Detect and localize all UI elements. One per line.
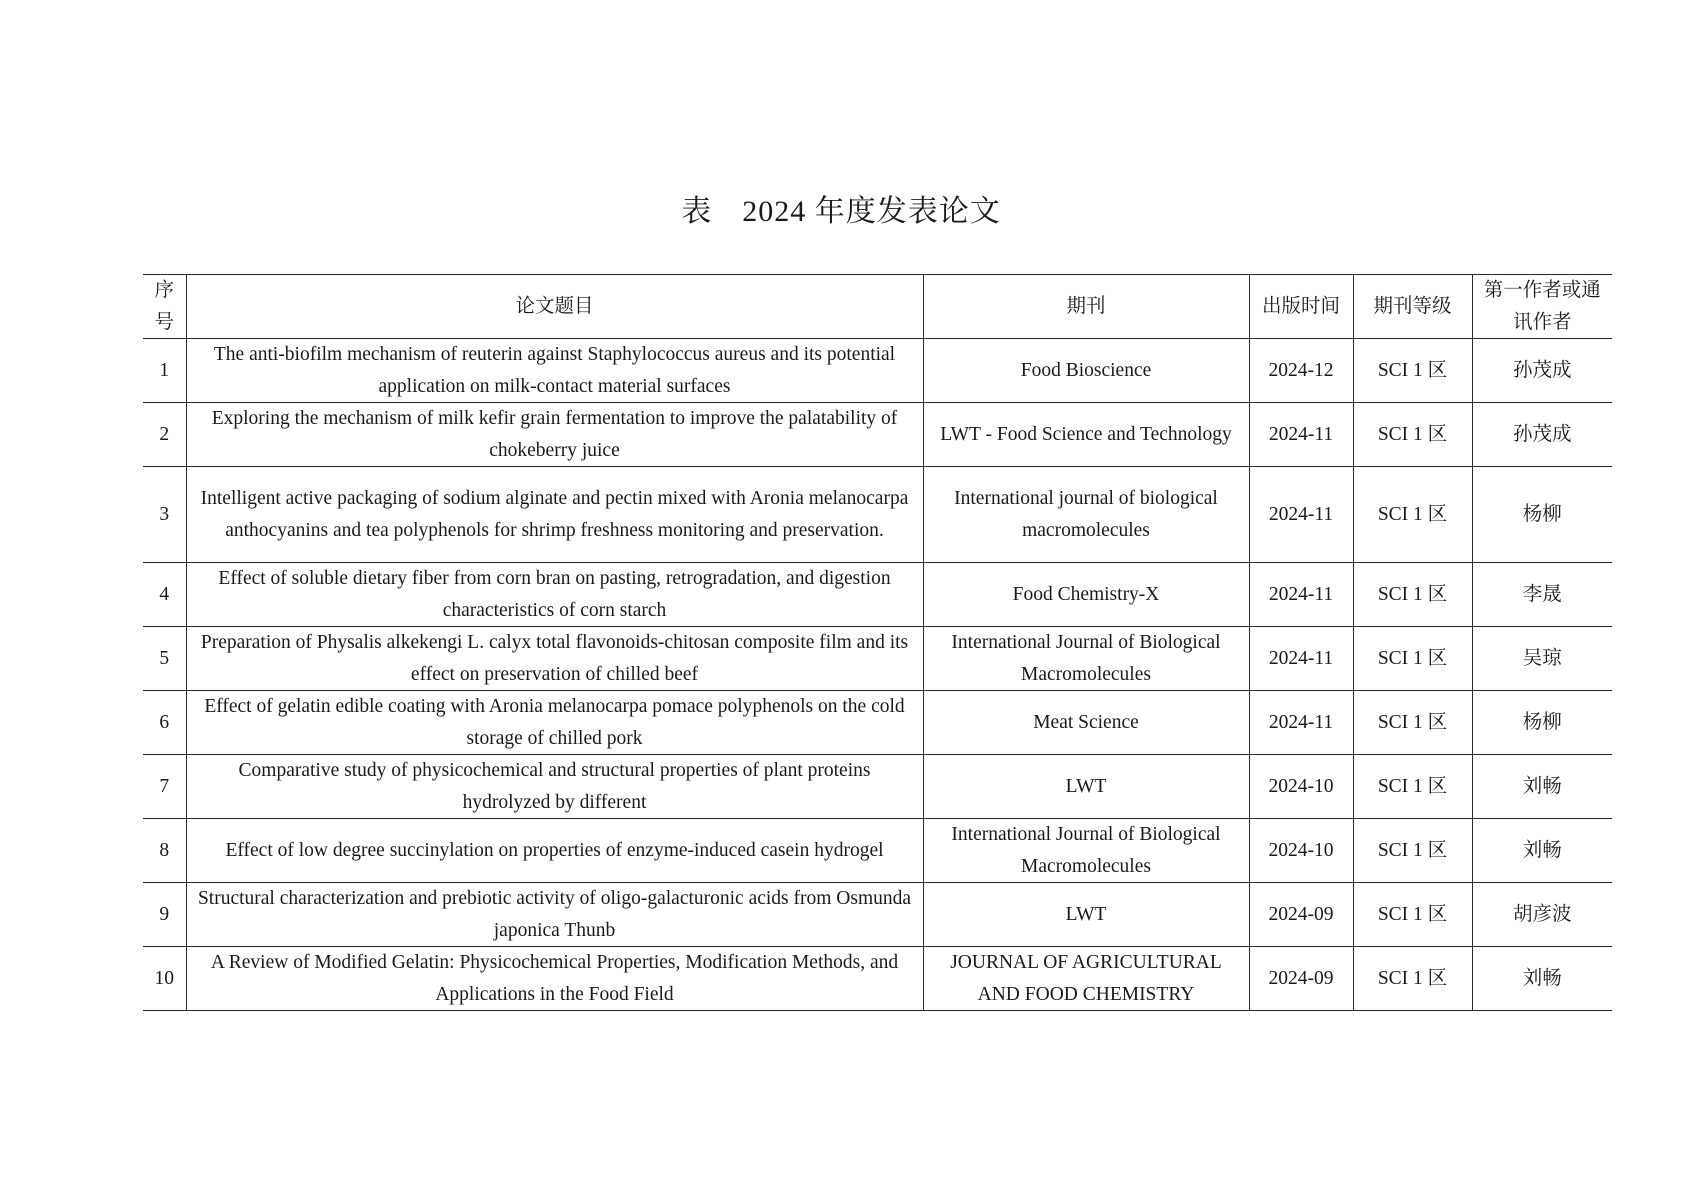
header-title: 论文题目 bbox=[186, 275, 923, 339]
table-row bbox=[143, 467, 1612, 563]
cell-author: 杨柳 bbox=[1472, 691, 1612, 755]
cell-level: SCI 1 区 bbox=[1353, 755, 1472, 819]
cell-no: 4 bbox=[143, 563, 186, 627]
cell-no: 5 bbox=[143, 627, 186, 691]
page-title bbox=[0, 192, 1682, 232]
header-author: 第一作者或通讯作者 bbox=[1472, 275, 1612, 339]
cell-journal: Meat Science bbox=[923, 691, 1249, 755]
cell-no: 8 bbox=[143, 819, 186, 883]
cell-author: 孙茂成 bbox=[1472, 403, 1612, 467]
cell-date: 2024-11 bbox=[1249, 563, 1353, 627]
header-date: 出版时间 bbox=[1249, 275, 1353, 339]
cell-no: 7 bbox=[143, 755, 186, 819]
cell-no: 10 bbox=[143, 947, 186, 1011]
cell-title: Structural characterization and prebiotic activity of oligo-galacturonic acids from Osmunda japonica Thunb bbox=[186, 883, 923, 947]
cell-journal: LWT - Food Science and Technology bbox=[923, 403, 1249, 467]
cell-level: SCI 1 区 bbox=[1353, 403, 1472, 467]
cell-journal: LWT bbox=[923, 755, 1249, 819]
cell-level: SCI 1 区 bbox=[1353, 627, 1472, 691]
cell-date: 2024-09 bbox=[1249, 947, 1353, 1011]
table-header-row bbox=[143, 275, 1612, 339]
cell-date: 2024-11 bbox=[1249, 403, 1353, 467]
cell-title: Comparative study of physicochemical and structural properties of plant proteins hydrolyzed by different bbox=[186, 755, 923, 819]
cell-title: Effect of soluble dietary fiber from corn bran on pasting, retrogradation, and digestion characteristics of corn starch bbox=[186, 563, 923, 627]
header-journal: 期刊 bbox=[923, 275, 1249, 339]
cell-date: 2024-11 bbox=[1249, 467, 1353, 563]
cell-no: 6 bbox=[143, 691, 186, 755]
cell-title: Preparation of Physalis alkekengi L. calyx total flavonoids-chitosan composite film and its effect on preservation of chilled beef bbox=[186, 627, 923, 691]
cell-author: 杨柳 bbox=[1472, 467, 1612, 563]
cell-journal: International Journal of Biological Macromolecules bbox=[923, 627, 1249, 691]
cell-author: 胡彦波 bbox=[1472, 883, 1612, 947]
table-row bbox=[143, 691, 1612, 755]
cell-author: 刘畅 bbox=[1472, 819, 1612, 883]
cell-no: 2 bbox=[143, 403, 186, 467]
header-no: 序号 bbox=[143, 275, 186, 339]
cell-author: 刘畅 bbox=[1472, 947, 1612, 1011]
cell-author: 李晟 bbox=[1472, 563, 1612, 627]
cell-date: 2024-09 bbox=[1249, 883, 1353, 947]
cell-no: 1 bbox=[143, 339, 186, 403]
table-row bbox=[143, 755, 1612, 819]
cell-level: SCI 1 区 bbox=[1353, 563, 1472, 627]
cell-no: 3 bbox=[143, 467, 186, 563]
cell-title: Intelligent active packaging of sodium alginate and pectin mixed with Aronia melanocarpa anthocyanins and tea polyphenols for shrimp freshness monitoring and preservation. bbox=[186, 467, 923, 563]
cell-journal: International Journal of Biological Macromolecules bbox=[923, 819, 1249, 883]
cell-level: SCI 1 区 bbox=[1353, 339, 1472, 403]
cell-journal: Food Chemistry-X bbox=[923, 563, 1249, 627]
table-row bbox=[143, 883, 1612, 947]
cell-title: The anti-biofilm mechanism of reuterin against Staphylococcus aureus and its potential application on milk-contact material surfaces bbox=[186, 339, 923, 403]
header-level: 期刊等级 bbox=[1353, 275, 1472, 339]
cell-date: 2024-12 bbox=[1249, 339, 1353, 403]
table-row bbox=[143, 819, 1612, 883]
publications-table bbox=[143, 274, 1612, 1011]
cell-level: SCI 1 区 bbox=[1353, 467, 1472, 563]
cell-journal: LWT bbox=[923, 883, 1249, 947]
cell-journal: JOURNAL OF AGRICULTURAL AND FOOD CHEMISTRY bbox=[923, 947, 1249, 1011]
cell-date: 2024-11 bbox=[1249, 691, 1353, 755]
cell-title: Effect of gelatin edible coating with Aronia melanocarpa pomace polyphenols on the cold storage of chilled pork bbox=[186, 691, 923, 755]
cell-author: 吴琼 bbox=[1472, 627, 1612, 691]
cell-level: SCI 1 区 bbox=[1353, 883, 1472, 947]
table-row bbox=[143, 339, 1612, 403]
cell-author: 刘畅 bbox=[1472, 755, 1612, 819]
table-row bbox=[143, 627, 1612, 691]
cell-date: 2024-10 bbox=[1249, 755, 1353, 819]
cell-date: 2024-11 bbox=[1249, 627, 1353, 691]
cell-journal: International journal of biological macromolecules bbox=[923, 467, 1249, 563]
title-prefix: 表 bbox=[681, 195, 713, 228]
table-row bbox=[143, 563, 1612, 627]
title-text: 2024 年度发表论文 bbox=[742, 195, 1001, 228]
cell-author: 孙茂成 bbox=[1472, 339, 1612, 403]
cell-level: SCI 1 区 bbox=[1353, 819, 1472, 883]
cell-date: 2024-10 bbox=[1249, 819, 1353, 883]
cell-title: Effect of low degree succinylation on properties of enzyme-induced casein hydrogel bbox=[186, 819, 923, 883]
cell-title: A Review of Modified Gelatin: Physicochemical Properties, Modification Methods, and Applications in the Food Field bbox=[186, 947, 923, 1011]
table-row bbox=[143, 403, 1612, 467]
cell-journal: Food Bioscience bbox=[923, 339, 1249, 403]
cell-level: SCI 1 区 bbox=[1353, 947, 1472, 1011]
cell-level: SCI 1 区 bbox=[1353, 691, 1472, 755]
cell-title: Exploring the mechanism of milk kefir grain fermentation to improve the palatability of chokeberry juice bbox=[186, 403, 923, 467]
table-row bbox=[143, 947, 1612, 1011]
cell-no: 9 bbox=[143, 883, 186, 947]
